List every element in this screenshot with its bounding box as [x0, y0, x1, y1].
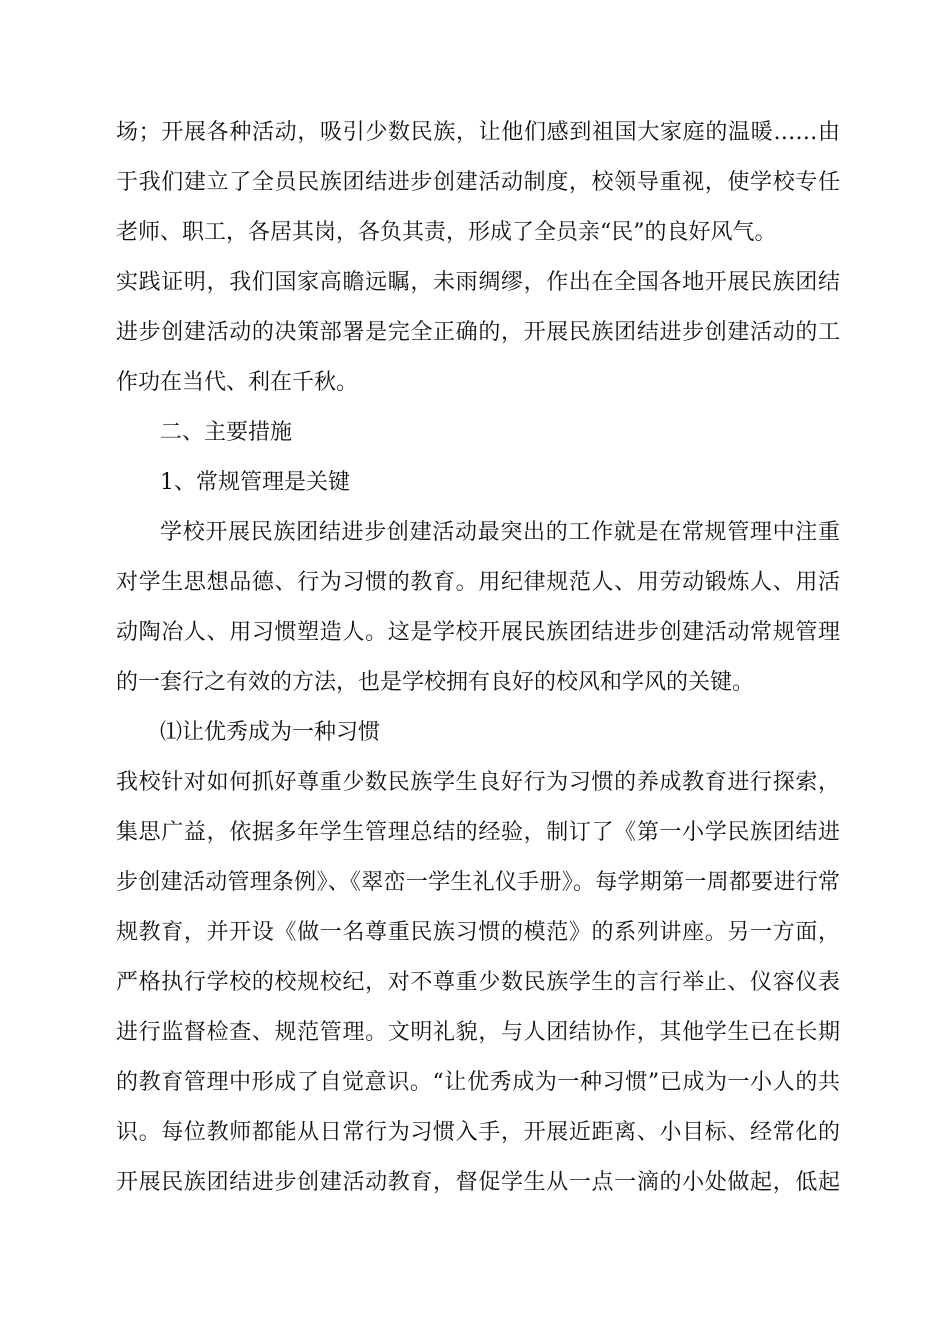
- paragraph-line: 动陶冶人、用习惯塑造人。这是学校开展民族团结进步创建活动常规管理: [116, 620, 840, 645]
- paragraph-line: 实践证明，我们国家高瞻远瞩，未雨绸缪，作出在全国各地开展民族团结: [116, 270, 840, 295]
- subsection-heading: 1、常规管理是关键: [160, 470, 350, 495]
- paragraph-line: 的一套行之有效的方法，也是学校拥有良好的校风和学风的关键。: [116, 670, 755, 695]
- paragraph-line: 进步创建活动的决策部署是完全正确的，开展民族团结进步创建活动的工: [116, 320, 840, 345]
- section-heading: 二、主要措施: [160, 420, 293, 445]
- paragraph-line: 作功在当代、利在千秋。: [116, 370, 359, 395]
- paragraph-line: 学校开展民族团结进步创建活动最突出的工作就是在常规管理中注重: [160, 520, 840, 545]
- paragraph-line: 进行监督检查、规范管理。文明礼貌，与人团结协作，其他学生已在长期: [116, 1020, 840, 1045]
- paragraph-line: 老师、职工，各居其岗，各负其责，形成了全员亲“民”的良好风气。: [116, 220, 777, 245]
- paragraph-line: 步创建活动管理条例》、《翠峦一学生礼仪手册》。每学期第一周都要进行常: [116, 870, 840, 895]
- item-heading: ⑴让优秀成为一种习惯: [160, 720, 381, 745]
- paragraph-line: 开展民族团结进步创建活动教育，督促学生从一点一滴的小处做起，低起: [116, 1170, 840, 1195]
- paragraph-line: 于我们建立了全员民族团结进步创建活动制度，校领导重视，使学校专任: [116, 170, 840, 195]
- paragraph-line: 对学生思想品德、行为习惯的教育。用纪律规范人、用劳动锻炼人、用活: [116, 570, 840, 595]
- paragraph-line: 严格执行学校的校规校纪，对不尊重少数民族学生的言行举止、仪容仪表: [116, 970, 840, 995]
- paragraph-line: 我校针对如何抓好尊重少数民族学生良好行为习惯的养成教育进行探索，: [116, 770, 840, 795]
- paragraph-line: 场；开展各种活动，吸引少数民族，让他们感到祖国大家庭的温暖……由: [116, 120, 840, 145]
- paragraph-line: 规教育，并开设《做一名尊重民族习惯的模范》的系列讲座。另一方面，: [116, 920, 840, 945]
- paragraph-line: 集思广益，依据多年学生管理总结的经验，制订了《第一小学民族团结进: [116, 820, 840, 845]
- paragraph-line: 识。每位教师都能从日常行为习惯入手，开展近距离、小目标、经常化的: [116, 1120, 840, 1145]
- paragraph-line: 的教育管理中形成了自觉意识。“让优秀成为一种习惯”已成为一小人的共: [116, 1070, 840, 1095]
